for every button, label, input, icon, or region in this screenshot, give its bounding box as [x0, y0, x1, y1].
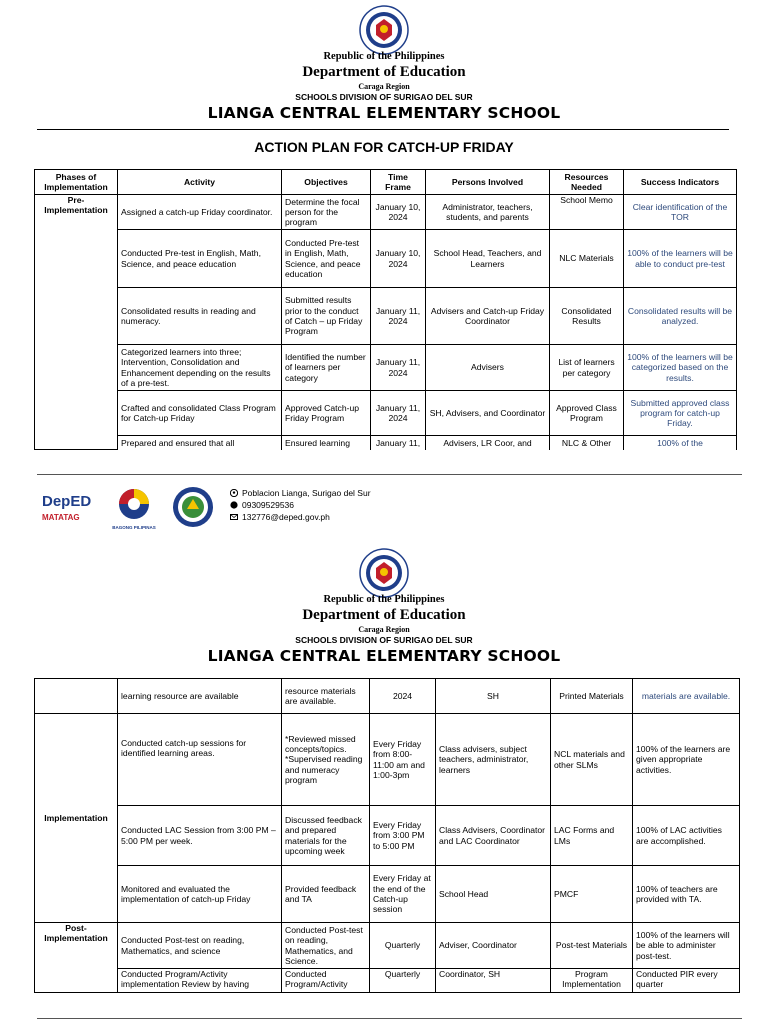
school-logo-icon — [172, 486, 214, 528]
objectives-cell: Approved Catch-up Friday Program — [282, 391, 371, 436]
objectives-cell: Conducted Post-test on reading, Mathematics, and Science. — [282, 923, 370, 969]
footer-email — [230, 512, 330, 522]
table-row — [35, 195, 737, 230]
indicators-cell: 100% of the learners will be able to conduct pre-test — [624, 230, 737, 288]
activity-cell: Conducted Program/Activity implementation Review by having — [118, 969, 282, 993]
activity-cell: Conducted catch-up sessions for identified learning areas. — [118, 714, 282, 806]
deped-logo-text: DepED — [42, 493, 92, 510]
activity-cell: Prepared and ensured that all — [118, 436, 282, 450]
resources-cell: Program Implementation — [551, 969, 633, 993]
indicators-cell: 100% of the learners are given appropriate activities. — [633, 714, 740, 806]
resources-cell: PMCF — [551, 866, 633, 923]
document-title: ACTION PLAN FOR CATCH-UP FRIDAY — [254, 139, 514, 155]
header-department: Department of Education — [302, 607, 466, 623]
header-department: Department of Education — [302, 64, 466, 80]
persons-cell: Advisers — [426, 345, 550, 391]
time-cell: Every Friday from 3:00 PM to 5:00 PM — [370, 806, 436, 866]
persons-cell: SH, Advisers, and Coordinator — [426, 391, 550, 436]
bagong-pilipinas-logo-icon — [107, 488, 161, 526]
col-header-time-frame: Time Frame — [371, 170, 426, 195]
location-icon — [230, 489, 238, 497]
activity-cell: Conducted Pre-test in English, Math, Science, and peace education — [118, 230, 282, 288]
resources-cell: List of learners per category — [550, 345, 624, 391]
table-row — [35, 679, 740, 714]
time-cell: January 10, 2024 — [371, 195, 426, 230]
email-icon — [230, 513, 238, 521]
time-cell: Quarterly — [370, 969, 436, 993]
resources-cell: Consolidated Results — [550, 288, 624, 345]
col-header-persons: Persons Involved — [426, 170, 550, 195]
header-school: LIANGA CENTRAL ELEMENTARY SCHOOL — [207, 647, 561, 665]
objectives-cell: *Reviewed missed concepts/topics. *Supervised reading and numeracy program — [282, 714, 370, 806]
resources-cell: Printed Materials — [551, 679, 633, 714]
phase-cell: Pre-Implementation — [35, 195, 118, 450]
time-cell: January 11, 2024 — [371, 391, 426, 436]
objectives-cell: Identified the number of learners per category — [282, 345, 371, 391]
persons-cell: School Head, Teachers, and Learners — [426, 230, 550, 288]
table-row — [35, 288, 737, 345]
phase-cell: Post-Implementation — [35, 923, 118, 993]
objectives-cell: resource materials are available. — [282, 679, 370, 714]
resources-cell: LAC Forms and LMs — [551, 806, 633, 866]
activity-cell: Conducted Post-test on reading, Mathematics, and science — [118, 923, 282, 969]
persons-cell: Class Advisers, Coordinator and LAC Coordinator — [436, 806, 551, 866]
activity-cell: Monitored and evaluated the implementation of catch-up Friday — [118, 866, 282, 923]
deped-logo — [42, 493, 91, 510]
objectives-cell: Submitted results prior to the conduct of Catch – up Friday Program — [282, 288, 371, 345]
time-cell: Quarterly — [370, 923, 436, 969]
objectives-cell: Provided feedback and TA — [282, 866, 370, 923]
activity-cell: Consolidated results in reading and numeracy. — [118, 288, 282, 345]
table-header-row — [35, 170, 737, 195]
matatag-logo: MATATAG — [42, 513, 80, 522]
table-row — [35, 391, 737, 436]
col-header-indicators: Success Indicators — [624, 170, 737, 195]
activity-cell: Categorized learners into three; Intervention, Consolidation and Enhancement depending on the results of a pre-test. — [118, 345, 282, 391]
header-republic: Republic of the Philippines — [323, 594, 445, 605]
persons-cell: SH — [436, 679, 551, 714]
header-division: SCHOOLS DIVISION OF SURIGAO DEL SUR — [295, 92, 473, 102]
action-plan-table-page1 — [34, 169, 737, 450]
table-row — [35, 969, 740, 993]
time-cell: January 11, — [371, 436, 426, 450]
time-cell: Every Friday at the end of the Catch-up session — [370, 866, 436, 923]
resources-cell: School Memo — [550, 195, 624, 230]
activity-cell: Assigned a catch-up Friday coordinator. — [118, 195, 282, 230]
indicators-cell: materials are available. — [633, 679, 740, 714]
table-row — [35, 436, 737, 450]
indicators-cell: 100% of the learners will be able to administer post-test. — [633, 923, 740, 969]
footer-phone — [230, 500, 294, 510]
persons-cell: Class advisers, subject teachers, administrator, learners — [436, 714, 551, 806]
footer-divider — [37, 474, 742, 475]
persons-cell: Advisers, LR Coor, and — [426, 436, 550, 450]
header-republic: Republic of the Philippines — [323, 51, 445, 62]
page-bottom-divider — [37, 1018, 742, 1019]
indicators-cell: Clear identification of the TOR — [624, 195, 737, 230]
resources-cell: Post-test Materials — [551, 923, 633, 969]
table-row — [35, 806, 740, 866]
table-row — [35, 923, 740, 969]
deped-seal-icon — [359, 548, 409, 598]
footer-address — [230, 488, 371, 498]
time-cell: January 10, 2024 — [371, 230, 426, 288]
header-divider — [37, 129, 729, 130]
phone-icon — [230, 501, 238, 509]
objectives-cell: Conducted Pre-test in English, Math, Science, and peace education — [282, 230, 371, 288]
persons-cell: Advisers and Catch-up Friday Coordinator — [426, 288, 550, 345]
time-cell: 2024 — [370, 679, 436, 714]
resources-cell: NLC & Other — [550, 436, 624, 450]
persons-cell: Administrator, teachers, students, and parents — [426, 195, 550, 230]
table-row — [35, 866, 740, 923]
header-division: SCHOOLS DIVISION OF SURIGAO DEL SUR — [295, 635, 473, 645]
header-region: Caraga Region — [358, 625, 410, 634]
indicators-cell: Conducted PIR every quarter — [633, 969, 740, 993]
table-row — [35, 345, 737, 391]
col-header-resources: Resources Needed — [550, 170, 624, 195]
persons-cell: School Head — [436, 866, 551, 923]
table-row — [35, 714, 740, 806]
persons-cell: Adviser, Coordinator — [436, 923, 551, 969]
phase-cell — [35, 679, 118, 714]
time-cell: January 11, 2024 — [371, 345, 426, 391]
bagong-pilipinas-text: BAGONG PILIPINAS — [112, 525, 156, 530]
indicators-cell: Consolidated results will be analyzed. — [624, 288, 737, 345]
indicators-cell: 100% of the learners will be categorized based on the results. — [624, 345, 737, 391]
address-text: Poblacion Lianga, Surigao del Sur — [242, 488, 371, 498]
table-row — [35, 230, 737, 288]
page-footer — [0, 483, 768, 535]
resources-cell: Approved Class Program — [550, 391, 624, 436]
persons-cell: Coordinator, SH — [436, 969, 551, 993]
deped-seal-icon — [359, 5, 409, 55]
time-cell: January 11, 2024 — [371, 288, 426, 345]
activity-cell: learning resource are available — [118, 679, 282, 714]
objectives-cell: Discussed feedback and prepared materials for the upcoming week — [282, 806, 370, 866]
indicators-cell: 100% of the — [624, 436, 737, 450]
resources-cell: NLC Materials — [550, 230, 624, 288]
col-header-objectives: Objectives — [282, 170, 371, 195]
header-region: Caraga Region — [358, 82, 410, 91]
objectives-cell: Ensured learning — [282, 436, 371, 450]
objectives-cell: Determine the focal person for the program — [282, 195, 371, 230]
col-header-activity: Activity — [118, 170, 282, 195]
objectives-cell: Conducted Program/Activity — [282, 969, 370, 993]
col-header-phase: Phases of Implementation — [35, 170, 118, 195]
action-plan-table-page2 — [34, 678, 740, 993]
time-cell: Every Friday from 8:00-11:00 am and 1:00-3pm — [370, 714, 436, 806]
indicators-cell: Submitted approved class program for catch-up Friday. — [624, 391, 737, 436]
email-text: 132776@deped.gov.ph — [242, 512, 330, 522]
header-school: LIANGA CENTRAL ELEMENTARY SCHOOL — [207, 104, 561, 122]
resources-cell: NCL materials and other SLMs — [551, 714, 633, 806]
activity-cell: Conducted LAC Session from 3:00 PM – 5:00 PM per week. — [118, 806, 282, 866]
phone-text: 09309529536 — [242, 500, 295, 510]
indicators-cell: 100% of teachers are provided with TA. — [633, 866, 740, 923]
phase-cell: Implementation — [35, 714, 118, 923]
indicators-cell: 100% of LAC activities are accomplished. — [633, 806, 740, 866]
activity-cell: Crafted and consolidated Class Program for Catch-up Friday — [118, 391, 282, 436]
